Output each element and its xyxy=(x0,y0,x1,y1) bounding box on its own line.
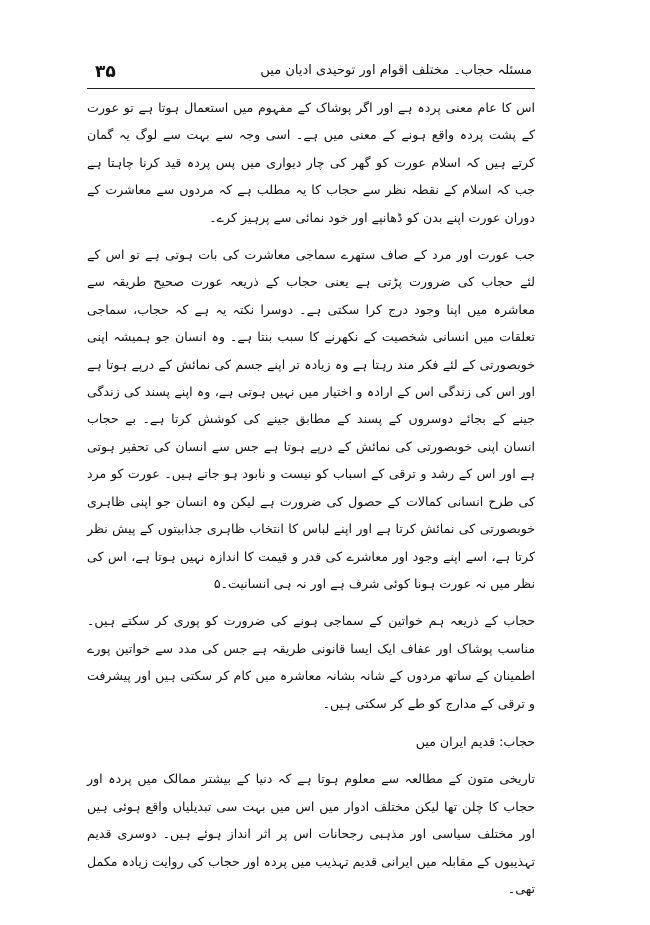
paragraph-4: تاریخی متون کے مطالعہ سے معلوم ہوتا ہے کہ دنیا کے بیشتر ممالک میں پردہ اور حجاب کا چلن تھا لیکن مختلف ادوار میں اس میں بہت سی تبدیلیاں واقع ہوئی ہیں اور مختلف سیاسی اور مذہبی رجحانات اس پر اثر انداز ہوئے ہیں۔ دوسری قدیم تہذیبوں کے مقابلہ میں ایرانی قدیم تہذیب میں پردہ اور حجاب کی روایت زیادہ مکمل تھی۔ xyxy=(87,771,535,896)
section-heading: حجاب: قدیم ایران میں xyxy=(415,733,535,749)
page-number: ۳۵ xyxy=(95,62,116,82)
paragraph-2: جب عورت اور مرد کے صاف ستھرے سماجی معاشرت کی بات ہوتی ہے تو اس کے لئے حجاب کی ضرورت پڑتی ہے یعنی حجاب کے ذریعہ عورت صحیح طریقہ سے معاشرہ میں اپنا وجود درج کرا سکتی ہے۔ دوسرا نکتہ یہ ہے کہ حجاب، سماجی تعلقات میں انسانی شخصیت کے نکھرنے کا سبب بنتا ہے۔ وہ انسان جو ہمیشہ اپنی خوبصورتی کے لئے فکر مند رہتا ہے وہ زیادہ تر اپنے جسم کی نمائش کے درپے ہوتا ہے اور اس کی زندگی اس کے ارادہ و اختیار میں نہیں ہوتی ہے، وہ اپنے پسند کی زندگی جینے کے بجائے دوسروں کے پسند کے مطابق جینے کی کوشش کرتا ہے۔ بے حجاب انسان اپنی خوبصورتی کی نمائش کے درپے ہوتا ہے جس سے انسان کی تحقیر ہوتی ہے اور اس کے رشد و ترقی کے اسباب کو نیست و نابود ہو جاتے ہیں۔ عورت کو مرد کی طرح انسانی کمالات کے حصول کی ضرورت ہے لیکن وہ انسان جو اپنی ظاہری خوبصورتی کی نمائش کرتا ہے اور اپنے لباس کا انتخاب ظاہری جذابیتوں کے پیش نظر کرتا ہے، اسے اپنے وجود اور معاشرے کی قدر و قیمت کا اندازہ نہیں ہوتا ہے، اس کی نظر میں نہ عورت ہونا کوئی شرف ہے اور نہ ہی انسانیت۔۵ xyxy=(87,247,535,591)
header-rule xyxy=(87,88,535,89)
paragraph-1: اس کا عام معنی پردہ ہے اور اگر پوشاک کے مفہوم میں استعمال ہوتا ہے تو عورت کے پشت پردہ واقع ہونے کے معنی میں ہے۔ اسی وجہ سے بہت سے لوگ یہ گمان کرتے ہیں کہ اسلام عورت کو گھر کی چار دیواری میں پس پردہ قید کرنا چاہتا ہے جب کہ اسلام کے نقطہ نظر سے حجاب کا یہ مطلب ہے کہ مردوں سے معاشرت کے دوران عورت اپنے بدن کو ڈھانپے اور خود نمائی سے پرہیز کرے۔ xyxy=(87,100,535,225)
running-header: مسئلہ حجاب۔ مختلف اقوام اور توحیدی ادیان میں xyxy=(260,63,532,78)
paragraph-3: حجاب کے ذریعہ ہم خواتین کے سماجی ہونے کی ضرورت کو پوری کر سکتے ہیں۔ مناسب پوشاک اور عفاف ایک ایسا قانونی طریقہ ہے جس کی مدد سے خواتین پورے اطمینان کے ساتھ مردوں کے شانہ بشانہ معاشرہ میں کام کر سکتی ہیں اور پیشرفت و ترقی کے مدارج کو طے کر سکتی ہیں۔ xyxy=(87,613,535,711)
page-body xyxy=(87,94,535,902)
